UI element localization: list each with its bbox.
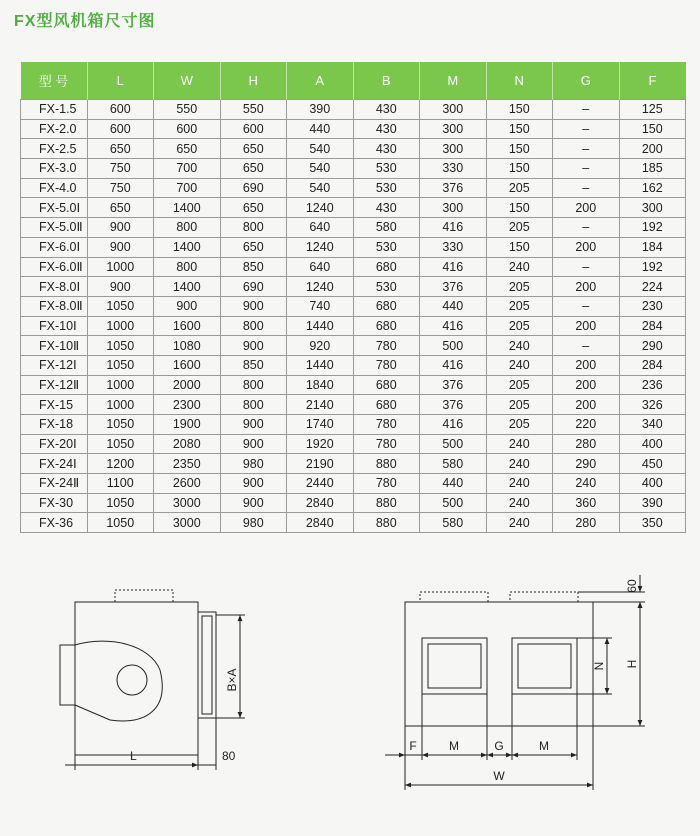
- value-cell: 1400: [154, 237, 221, 257]
- value-cell: 750: [87, 159, 154, 179]
- value-cell: 650: [220, 139, 287, 159]
- value-cell: 650: [220, 159, 287, 179]
- value-cell: 3000: [154, 513, 221, 533]
- model-cell: FX-5.0Ⅱ: [21, 218, 88, 238]
- value-cell: 640: [287, 257, 354, 277]
- value-cell: 300: [619, 198, 686, 218]
- table-row: [21, 139, 686, 159]
- value-cell: 150: [486, 139, 553, 159]
- value-cell: 690: [220, 277, 287, 297]
- value-cell: 800: [154, 257, 221, 277]
- column-header: H: [220, 62, 287, 100]
- value-cell: 800: [220, 218, 287, 238]
- value-cell: 1050: [87, 513, 154, 533]
- side-view-box: [75, 602, 198, 755]
- dimension-table: [20, 62, 686, 533]
- value-cell: 416: [420, 316, 487, 336]
- value-cell: 1900: [154, 415, 221, 435]
- value-cell: 1100: [87, 474, 154, 494]
- value-cell: 240: [486, 355, 553, 375]
- value-cell: 430: [353, 198, 420, 218]
- value-cell: 150: [486, 159, 553, 179]
- value-cell: 680: [353, 296, 420, 316]
- model-cell: FX-2.0: [21, 119, 88, 139]
- w-label: W: [493, 769, 505, 783]
- value-cell: 205: [486, 316, 553, 336]
- value-cell: 416: [420, 257, 487, 277]
- value-cell: 2840: [287, 493, 354, 513]
- value-cell: 500: [420, 434, 487, 454]
- value-cell: 240: [486, 257, 553, 277]
- bxa-label: B×A: [225, 668, 239, 692]
- value-cell: 800: [220, 316, 287, 336]
- value-cell: 1400: [154, 198, 221, 218]
- value-cell: 200: [553, 375, 620, 395]
- table-row: [21, 198, 686, 218]
- model-cell: FX-10Ⅰ: [21, 316, 88, 336]
- value-cell: 900: [87, 218, 154, 238]
- value-cell: 200: [553, 395, 620, 415]
- value-cell: 224: [619, 277, 686, 297]
- value-cell: 240: [486, 474, 553, 494]
- value-cell: 326: [619, 395, 686, 415]
- value-cell: 780: [353, 355, 420, 375]
- value-cell: 400: [619, 434, 686, 454]
- value-cell: 205: [486, 415, 553, 435]
- value-cell: 1080: [154, 336, 221, 356]
- table-row: [21, 513, 686, 533]
- value-cell: 800: [154, 218, 221, 238]
- table-row: [21, 218, 686, 238]
- table-row: [21, 100, 686, 120]
- value-cell: 1000: [87, 375, 154, 395]
- table-row: [21, 454, 686, 474]
- table-row: [21, 277, 686, 297]
- value-cell: 600: [87, 119, 154, 139]
- column-header: F: [619, 62, 686, 100]
- value-cell: 2600: [154, 474, 221, 494]
- value-cell: 330: [420, 159, 487, 179]
- table-header-row: [21, 62, 686, 100]
- value-cell: 900: [220, 336, 287, 356]
- value-cell: 150: [486, 198, 553, 218]
- value-cell: 236: [619, 375, 686, 395]
- value-cell: 192: [619, 257, 686, 277]
- value-cell: 1440: [287, 355, 354, 375]
- side-panel: [198, 612, 216, 718]
- value-cell: 1400: [154, 277, 221, 297]
- model-cell: FX-12Ⅰ: [21, 355, 88, 375]
- value-cell: 284: [619, 355, 686, 375]
- value-cell: 376: [420, 375, 487, 395]
- value-cell: 750: [87, 178, 154, 198]
- value-cell: 540: [287, 159, 354, 179]
- column-header: B: [353, 62, 420, 100]
- value-cell: –: [553, 139, 620, 159]
- value-cell: 650: [220, 198, 287, 218]
- value-cell: 680: [353, 316, 420, 336]
- value-cell: 440: [287, 119, 354, 139]
- value-cell: 1050: [87, 355, 154, 375]
- table-row: [21, 434, 686, 454]
- front-outlet-left-inner: [428, 644, 481, 688]
- value-cell: 205: [486, 296, 553, 316]
- value-cell: 430: [353, 119, 420, 139]
- value-cell: 390: [619, 493, 686, 513]
- value-cell: 530: [353, 159, 420, 179]
- fan-scroll: [75, 641, 162, 721]
- front-view-drawing: [385, 575, 645, 790]
- column-header: 型 号: [21, 62, 88, 100]
- value-cell: 500: [420, 493, 487, 513]
- column-header: A: [287, 62, 354, 100]
- value-cell: 1920: [287, 434, 354, 454]
- value-cell: 440: [420, 296, 487, 316]
- model-cell: FX-8.0Ⅰ: [21, 277, 88, 297]
- value-cell: 2350: [154, 454, 221, 474]
- model-cell: FX-15: [21, 395, 88, 415]
- table-row: [21, 178, 686, 198]
- table-row: [21, 395, 686, 415]
- value-cell: 150: [619, 119, 686, 139]
- value-cell: 284: [619, 316, 686, 336]
- model-cell: FX-5.0Ⅰ: [21, 198, 88, 218]
- value-cell: 2840: [287, 513, 354, 533]
- column-header: G: [553, 62, 620, 100]
- value-cell: 200: [553, 198, 620, 218]
- value-cell: 2300: [154, 395, 221, 415]
- value-cell: 1000: [87, 257, 154, 277]
- value-cell: 290: [619, 336, 686, 356]
- model-cell: FX-24Ⅰ: [21, 454, 88, 474]
- value-cell: 220: [553, 415, 620, 435]
- table-row: [21, 316, 686, 336]
- value-cell: 980: [220, 454, 287, 474]
- m-label-2: M: [539, 739, 549, 753]
- table-row: [21, 237, 686, 257]
- model-cell: FX-10Ⅱ: [21, 336, 88, 356]
- value-cell: 300: [420, 119, 487, 139]
- value-cell: 500: [420, 336, 487, 356]
- fan-hub: [117, 665, 147, 695]
- value-cell: 800: [220, 375, 287, 395]
- value-cell: 376: [420, 395, 487, 415]
- value-cell: 280: [553, 513, 620, 533]
- table-row: [21, 119, 686, 139]
- model-cell: FX-30: [21, 493, 88, 513]
- value-cell: 700: [154, 178, 221, 198]
- value-cell: 1240: [287, 237, 354, 257]
- model-cell: FX-18: [21, 415, 88, 435]
- value-cell: 2140: [287, 395, 354, 415]
- value-cell: 530: [353, 277, 420, 297]
- value-cell: 376: [420, 277, 487, 297]
- value-cell: 205: [486, 277, 553, 297]
- value-cell: 1240: [287, 198, 354, 218]
- value-cell: 680: [353, 375, 420, 395]
- value-cell: 360: [553, 493, 620, 513]
- f-label: F: [409, 739, 417, 753]
- model-cell: FX-4.0: [21, 178, 88, 198]
- value-cell: –: [553, 100, 620, 120]
- value-cell: –: [553, 218, 620, 238]
- value-cell: 580: [420, 454, 487, 474]
- model-cell: FX-36: [21, 513, 88, 533]
- value-cell: 2190: [287, 454, 354, 474]
- column-header: M: [420, 62, 487, 100]
- value-cell: 540: [287, 139, 354, 159]
- value-cell: 1050: [87, 434, 154, 454]
- value-cell: 920: [287, 336, 354, 356]
- value-cell: 150: [486, 100, 553, 120]
- value-cell: 1600: [154, 316, 221, 336]
- front-view-box: [405, 602, 593, 726]
- value-cell: 1840: [287, 375, 354, 395]
- value-cell: 200: [619, 139, 686, 159]
- value-cell: 162: [619, 178, 686, 198]
- value-cell: 600: [87, 100, 154, 120]
- n-label: N: [592, 661, 606, 671]
- value-cell: 150: [486, 237, 553, 257]
- front-flange-right: [510, 592, 578, 602]
- table-row: [21, 474, 686, 494]
- value-cell: 680: [353, 257, 420, 277]
- value-cell: 800: [220, 395, 287, 415]
- model-cell: FX-20Ⅰ: [21, 434, 88, 454]
- m-label-1: M: [449, 739, 459, 753]
- value-cell: 1000: [87, 316, 154, 336]
- value-cell: 416: [420, 355, 487, 375]
- value-cell: 205: [486, 218, 553, 238]
- value-cell: 240: [486, 454, 553, 474]
- value-cell: 530: [353, 237, 420, 257]
- value-cell: 530: [353, 178, 420, 198]
- value-cell: 550: [220, 100, 287, 120]
- value-cell: 580: [353, 218, 420, 238]
- value-cell: 780: [353, 336, 420, 356]
- value-cell: 880: [353, 493, 420, 513]
- table-row: [21, 355, 686, 375]
- value-cell: 205: [486, 395, 553, 415]
- value-cell: 900: [154, 296, 221, 316]
- value-cell: 2080: [154, 434, 221, 454]
- value-cell: 540: [287, 178, 354, 198]
- value-cell: 330: [420, 237, 487, 257]
- model-cell: FX-6.0Ⅰ: [21, 237, 88, 257]
- value-cell: 200: [553, 355, 620, 375]
- value-cell: 650: [154, 139, 221, 159]
- value-cell: 440: [420, 474, 487, 494]
- value-cell: –: [553, 178, 620, 198]
- table-row: [21, 159, 686, 179]
- value-cell: 850: [220, 355, 287, 375]
- value-cell: 290: [553, 454, 620, 474]
- model-cell: FX-6.0Ⅱ: [21, 257, 88, 277]
- value-cell: 900: [220, 296, 287, 316]
- table-row: [21, 415, 686, 435]
- value-cell: –: [553, 119, 620, 139]
- value-cell: 240: [486, 434, 553, 454]
- page-title: FX型风机箱尺寸图: [14, 13, 156, 30]
- value-cell: 125: [619, 100, 686, 120]
- value-cell: 550: [154, 100, 221, 120]
- value-cell: –: [553, 159, 620, 179]
- value-cell: 700: [154, 159, 221, 179]
- value-cell: 690: [220, 178, 287, 198]
- top-60-label: 60: [625, 579, 639, 593]
- value-cell: 205: [486, 178, 553, 198]
- value-cell: 200: [553, 316, 620, 336]
- model-cell: FX-1.5: [21, 100, 88, 120]
- l-label: L: [130, 749, 137, 763]
- value-cell: 300: [420, 100, 487, 120]
- table-row: [21, 375, 686, 395]
- value-cell: 376: [420, 178, 487, 198]
- front-outlet-left: [422, 638, 487, 694]
- model-cell: FX-8.0Ⅱ: [21, 296, 88, 316]
- value-cell: –: [553, 336, 620, 356]
- value-cell: 300: [420, 139, 487, 159]
- model-cell: FX-3.0: [21, 159, 88, 179]
- value-cell: –: [553, 296, 620, 316]
- table-body: [21, 100, 686, 533]
- value-cell: 200: [553, 237, 620, 257]
- value-cell: 640: [287, 218, 354, 238]
- model-cell: FX-2.5: [21, 139, 88, 159]
- value-cell: 900: [220, 434, 287, 454]
- value-cell: 1050: [87, 336, 154, 356]
- value-cell: 1740: [287, 415, 354, 435]
- value-cell: 240: [486, 513, 553, 533]
- dimension-drawings: [0, 560, 700, 836]
- value-cell: 2000: [154, 375, 221, 395]
- value-cell: 880: [353, 513, 420, 533]
- value-cell: 1000: [87, 395, 154, 415]
- table-row: [21, 296, 686, 316]
- value-cell: 900: [220, 474, 287, 494]
- value-cell: 450: [619, 454, 686, 474]
- value-cell: 880: [353, 454, 420, 474]
- value-cell: 1050: [87, 493, 154, 513]
- table-row: [21, 493, 686, 513]
- table-row: [21, 257, 686, 277]
- g-label: G: [494, 739, 504, 753]
- value-cell: 350: [619, 513, 686, 533]
- value-cell: 980: [220, 513, 287, 533]
- side-view-drawing: [60, 590, 245, 770]
- value-cell: 650: [220, 237, 287, 257]
- value-cell: 430: [353, 139, 420, 159]
- value-cell: 680: [353, 395, 420, 415]
- value-cell: 1600: [154, 355, 221, 375]
- value-cell: 205: [486, 375, 553, 395]
- value-cell: 780: [353, 434, 420, 454]
- column-header: W: [154, 62, 221, 100]
- value-cell: 600: [220, 119, 287, 139]
- value-cell: 900: [87, 237, 154, 257]
- value-cell: 200: [553, 277, 620, 297]
- value-cell: 1200: [87, 454, 154, 474]
- front-flange-left: [420, 592, 488, 602]
- front-outlet-right-inner: [518, 644, 571, 688]
- value-cell: 400: [619, 474, 686, 494]
- value-cell: 280: [553, 434, 620, 454]
- value-cell: 3000: [154, 493, 221, 513]
- model-cell: FX-12Ⅱ: [21, 375, 88, 395]
- value-cell: 580: [420, 513, 487, 533]
- value-cell: 780: [353, 415, 420, 435]
- value-cell: 240: [486, 336, 553, 356]
- value-cell: 1240: [287, 277, 354, 297]
- value-cell: 416: [420, 218, 487, 238]
- value-cell: 150: [486, 119, 553, 139]
- column-header: L: [87, 62, 154, 100]
- value-cell: 740: [287, 296, 354, 316]
- value-cell: 430: [353, 100, 420, 120]
- value-cell: 900: [87, 277, 154, 297]
- front-outlet-right: [512, 638, 577, 694]
- value-cell: 600: [154, 119, 221, 139]
- value-cell: 900: [220, 415, 287, 435]
- value-cell: 192: [619, 218, 686, 238]
- value-cell: 340: [619, 415, 686, 435]
- value-cell: 300: [420, 198, 487, 218]
- value-cell: 850: [220, 257, 287, 277]
- value-cell: 240: [486, 493, 553, 513]
- value-cell: –: [553, 257, 620, 277]
- value-cell: 900: [220, 493, 287, 513]
- value-cell: 1050: [87, 296, 154, 316]
- value-cell: 185: [619, 159, 686, 179]
- value-cell: 650: [87, 198, 154, 218]
- side-80-label: 80: [222, 749, 236, 763]
- value-cell: 416: [420, 415, 487, 435]
- value-cell: 240: [553, 474, 620, 494]
- value-cell: 1050: [87, 415, 154, 435]
- value-cell: 230: [619, 296, 686, 316]
- value-cell: 1440: [287, 316, 354, 336]
- value-cell: 650: [87, 139, 154, 159]
- side-panel-inner: [202, 616, 212, 714]
- value-cell: 390: [287, 100, 354, 120]
- column-header: N: [486, 62, 553, 100]
- side-outlet-flange: [115, 590, 173, 602]
- value-cell: 184: [619, 237, 686, 257]
- model-cell: FX-24Ⅱ: [21, 474, 88, 494]
- side-inlet-duct: [60, 645, 75, 705]
- h-label: H: [625, 659, 639, 669]
- value-cell: 780: [353, 474, 420, 494]
- table-row: [21, 336, 686, 356]
- value-cell: 2440: [287, 474, 354, 494]
